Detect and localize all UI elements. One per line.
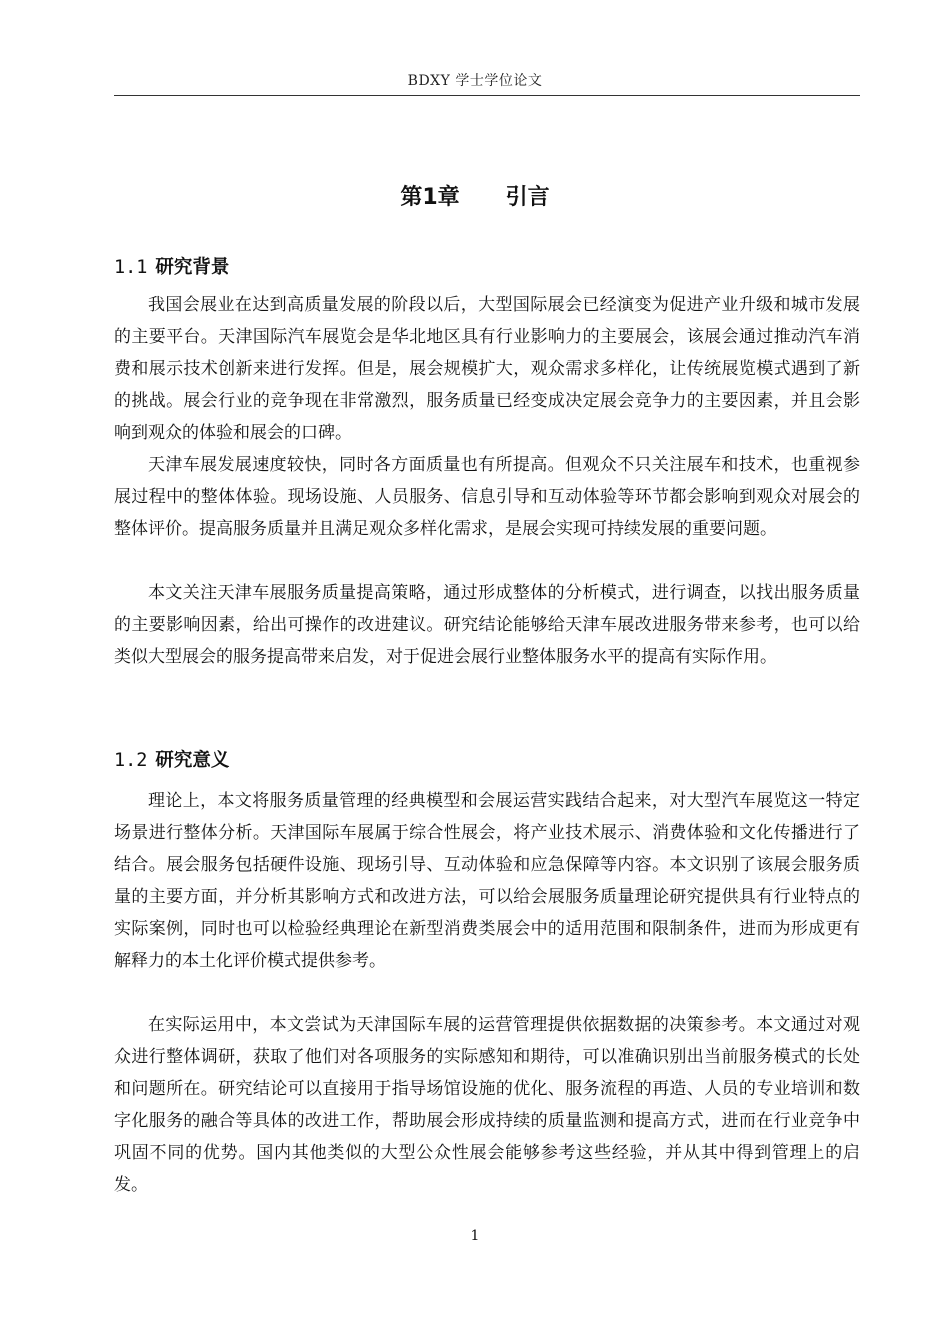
chapter-title: 第1章 引言	[400, 185, 550, 210]
paragraph: 我国会展业在达到高质量发展的阶段以后，大型国际展会已经演变为促进产业升级和城市发展的主要平台。天津国际汽车展览会是华北地区具有行业影响力的主要展会，该展会通过推动汽车消费和展示技术创新来进行发挥。但是，展会规模扩大，观众需求多样化，让传统展览模式遇到了新的挑战。展会行业的竞争现在非常激烈，服务质量已经变成决定展会竞争力的主要因素，并且会影响到观众的体验和展会的口碑。	[114, 295, 860, 443]
section-number: 1.2	[114, 750, 148, 771]
header-rule	[114, 95, 860, 96]
section-number: 1.1	[114, 257, 148, 278]
section-title: 研究背景	[155, 257, 230, 278]
page-number: 1	[470, 1228, 480, 1244]
paragraph: 在实际运用中，本文尝试为天津国际车展的运营管理提供依据数据的决策参考。本文通过对观众进行整体调研，获取了他们对各项服务的实际感知和期待，可以准确识别出当前服务模式的长处和问题所在。研究结论可以直接用于指导场馆设施的优化、服务流程的再造、人员的专业培训和数字化服务的融合等具体的改进工作，帮助展会形成持续的质量监测和提高方式，进而在行业竞争中巩固不同的优势。国内其他类似的大型公众性展会能够参考这些经验，并从其中得到管理上的启发。	[114, 1015, 860, 1195]
paragraph: 本文关注天津车展服务质量提高策略，通过形成整体的分析模式，进行调查，以找出服务质量的主要影响因素，给出可操作的改进建议。研究结论能够给天津车展改进服务带来参考，也可以给类似大型展会的服务提高带来启发，对于促进会展行业整体服务水平的提高有实际作用。	[114, 583, 860, 667]
section-heading-1-1	[114, 253, 229, 279]
paragraph: 理论上，本文将服务质量管理的经典模型和会展运营实践结合起来，对大型汽车展览这一特定场景进行整体分析。天津国际车展属于综合性展会，将产业技术展示、消费体验和文化传播进行了结合。展会服务包括硬件设施、现场引导、互动体验和应急保障等内容。本文识别了该展会服务质量的主要方面，并分析其影响方式和改进方法，可以给会展服务质量理论研究提供具有行业特点的实际案例，同时也可以检验经典理论在新型消费类展会中的适用范围和限制条件，进而为形成更有解释力的本土化评价模式提供参考。	[114, 791, 860, 971]
running-header: BDXY 学士学位论文	[407, 73, 543, 89]
paragraph: 天津车展发展速度较快，同时各方面质量也有所提高。但观众不只关注展车和技术，也重视参展过程中的整体体验。现场设施、人员服务、信息引导和互动体验等环节都会影响到观众对展会的整体评价。提高服务质量并且满足观众多样化需求，是展会实现可持续发展的重要问题。	[114, 455, 860, 539]
section-heading-1-2	[114, 746, 229, 772]
section-title: 研究意义	[155, 750, 230, 771]
